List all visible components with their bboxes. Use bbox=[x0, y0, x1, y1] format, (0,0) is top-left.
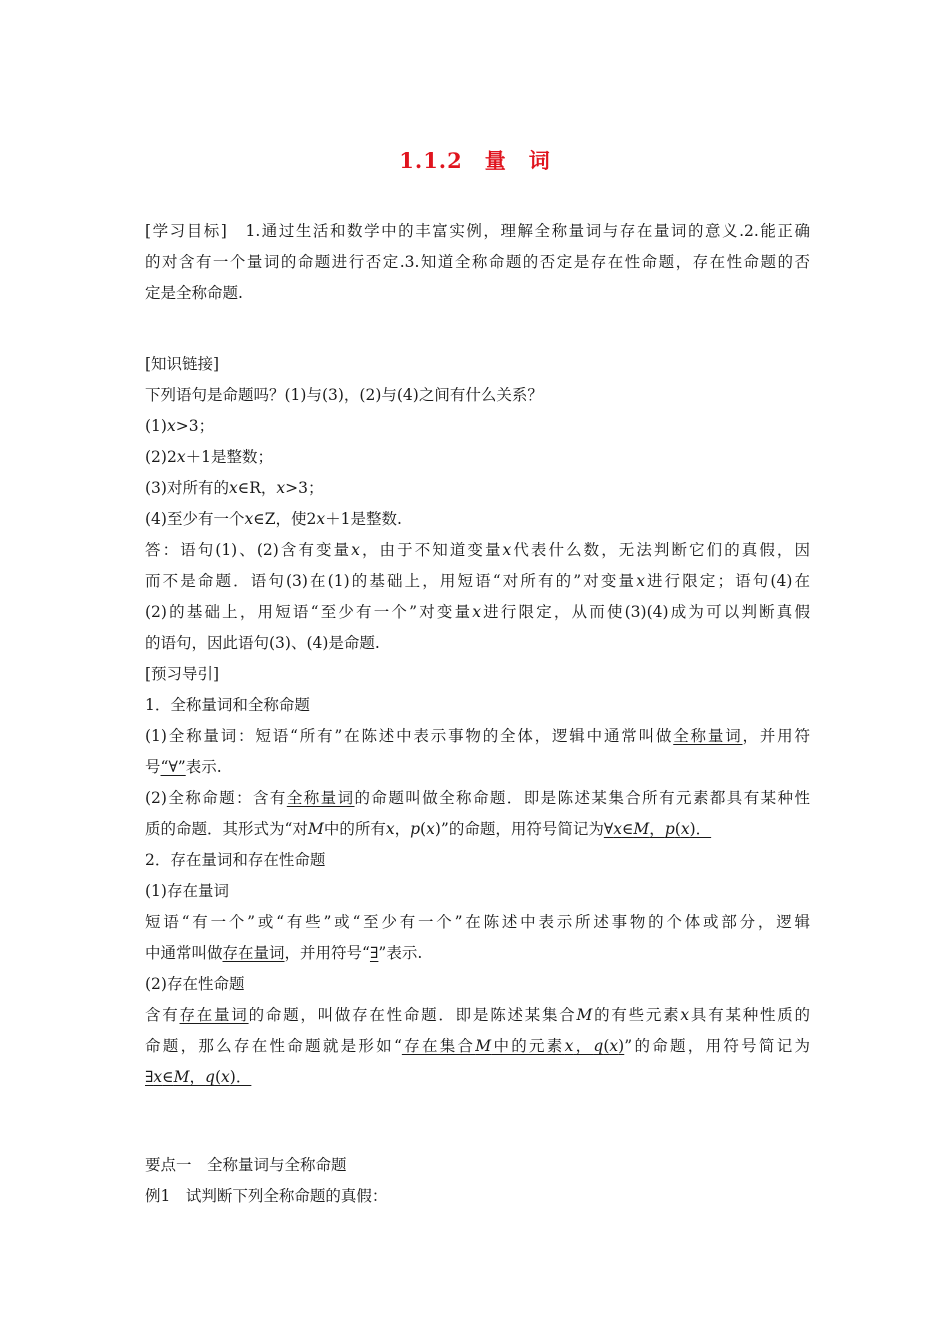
answer-line-1: 答：语句(1)、(2)含有变量x，由于不知道变量x代表什么数，无法判断它们的真假，因 bbox=[145, 541, 810, 559]
knowledge-link-label: [知识链接] bbox=[145, 355, 220, 373]
answer-line-3: (2)的基础上，用短语“至少有一个”对变量x进行限定，从而使(3)(4)成为可以判断真假 bbox=[145, 603, 810, 621]
objectives-line-1: [学习目标] 1.通过生活和数学中的丰富实例，理解全称量词与存在量词的意义.2.能正确 bbox=[145, 222, 810, 240]
universal-proposition-line-1: (2)全称命题：含有全称量词的命题叫做全称命题．即是陈述某集合所有元素都具有某种性 bbox=[145, 789, 810, 807]
section-number: 1.1.2 bbox=[399, 148, 463, 173]
statement-1: (1)x>3； bbox=[145, 417, 215, 435]
objectives-line-2: 的对含有一个量词的命题进行否定.3.知道全称命题的否定是存在性命题，存在性命题的否 bbox=[145, 253, 810, 271]
statement-3: (3)对所有的x∈R，x>3； bbox=[145, 479, 324, 497]
statement-4: (4)至少有一个x∈Z，使2x＋1是整数. bbox=[145, 510, 402, 528]
subsection-1-heading: 1．全称量词和全称命题 bbox=[145, 696, 310, 714]
blank-universal-quantifier: 全称量词 bbox=[673, 727, 743, 745]
existential-proposition-line-1: 含有存在量词的命题，叫做存在性命题．即是陈述某集合M的有些元素x具有某种性质的 bbox=[145, 1006, 810, 1024]
key-point-section bbox=[145, 1150, 810, 1212]
objectives-line-3: 定是全称命题. bbox=[145, 284, 243, 302]
page-title bbox=[0, 145, 950, 175]
answer-line-4: 的语句，因此语句(3)、(4)是命题. bbox=[145, 634, 380, 652]
existential-proposition-line-2: 命题，那么存在性命题就是形如“存在集合M中的元素x，q(x)”的命题，用符号简记为 bbox=[145, 1037, 810, 1055]
preview-guide-label: [预习导引] bbox=[145, 665, 220, 683]
answer-line-2: 而不是命题．语句(3)在(1)的基础上，用短语“对所有的”对变量x进行限定；语句(4)在 bbox=[145, 572, 810, 590]
learning-objectives bbox=[145, 216, 810, 309]
statement-2: (2)2x＋1是整数； bbox=[145, 448, 273, 466]
subsection-2-heading: 2．存在量词和存在性命题 bbox=[145, 851, 326, 869]
existential-quantifier-line-1: 短语“有一个”或“有些”或“至少有一个”在陈述中表示所述事物的个体或部分，逻辑 bbox=[145, 913, 810, 931]
existential-proposition-line-3 bbox=[145, 1062, 810, 1093]
example-1: 例1 试判断下列全称命题的真假： bbox=[145, 1187, 388, 1205]
blank-existential-quantifier: 存在量词 bbox=[222, 944, 285, 962]
main-content bbox=[145, 349, 810, 1093]
existential-proposition-heading: (2)存在性命题 bbox=[145, 975, 245, 993]
existential-quantifier-heading: (1)存在量词 bbox=[145, 882, 229, 900]
existential-quantifier-line-2: 中通常叫做存在量词，并用符号“∃”表示. bbox=[145, 944, 423, 962]
blank-existential-quantifier-2: 存在量词 bbox=[179, 1006, 249, 1024]
section-name: 量 词 bbox=[484, 148, 551, 173]
blank-universal-quantifier-2: 全称量词 bbox=[286, 789, 355, 807]
universal-quantifier-line-1: (1)全称量词：短语“所有”在陈述中表示事物的全体，逻辑中通常叫做全称量词，并用符 bbox=[145, 727, 810, 745]
key-point-heading: 要点一 全称量词与全称命题 bbox=[145, 1156, 347, 1174]
blank-existential-form: 存在集合M中的元素x，q(x) bbox=[401, 1037, 625, 1055]
blank-existential-notation: ∃x∈M，q(x)． bbox=[145, 1068, 252, 1086]
universal-proposition-line-2: 质的命题．其形式为“对M中的所有x，p(x)”的命题，用符号简记为∀x∈M，p(x)． bbox=[145, 820, 712, 838]
link-question: 下列语句是命题吗？(1)与(3)，(2)与(4)之间有什么关系？ bbox=[145, 386, 543, 404]
blank-forall-symbol: “∀” bbox=[160, 758, 186, 776]
universal-quantifier-line-2: 号“∀”表示. bbox=[145, 758, 222, 776]
blank-universal-notation: ∀x∈M，p(x)． bbox=[603, 820, 712, 838]
blank-exists-symbol: ∃ bbox=[369, 944, 379, 962]
